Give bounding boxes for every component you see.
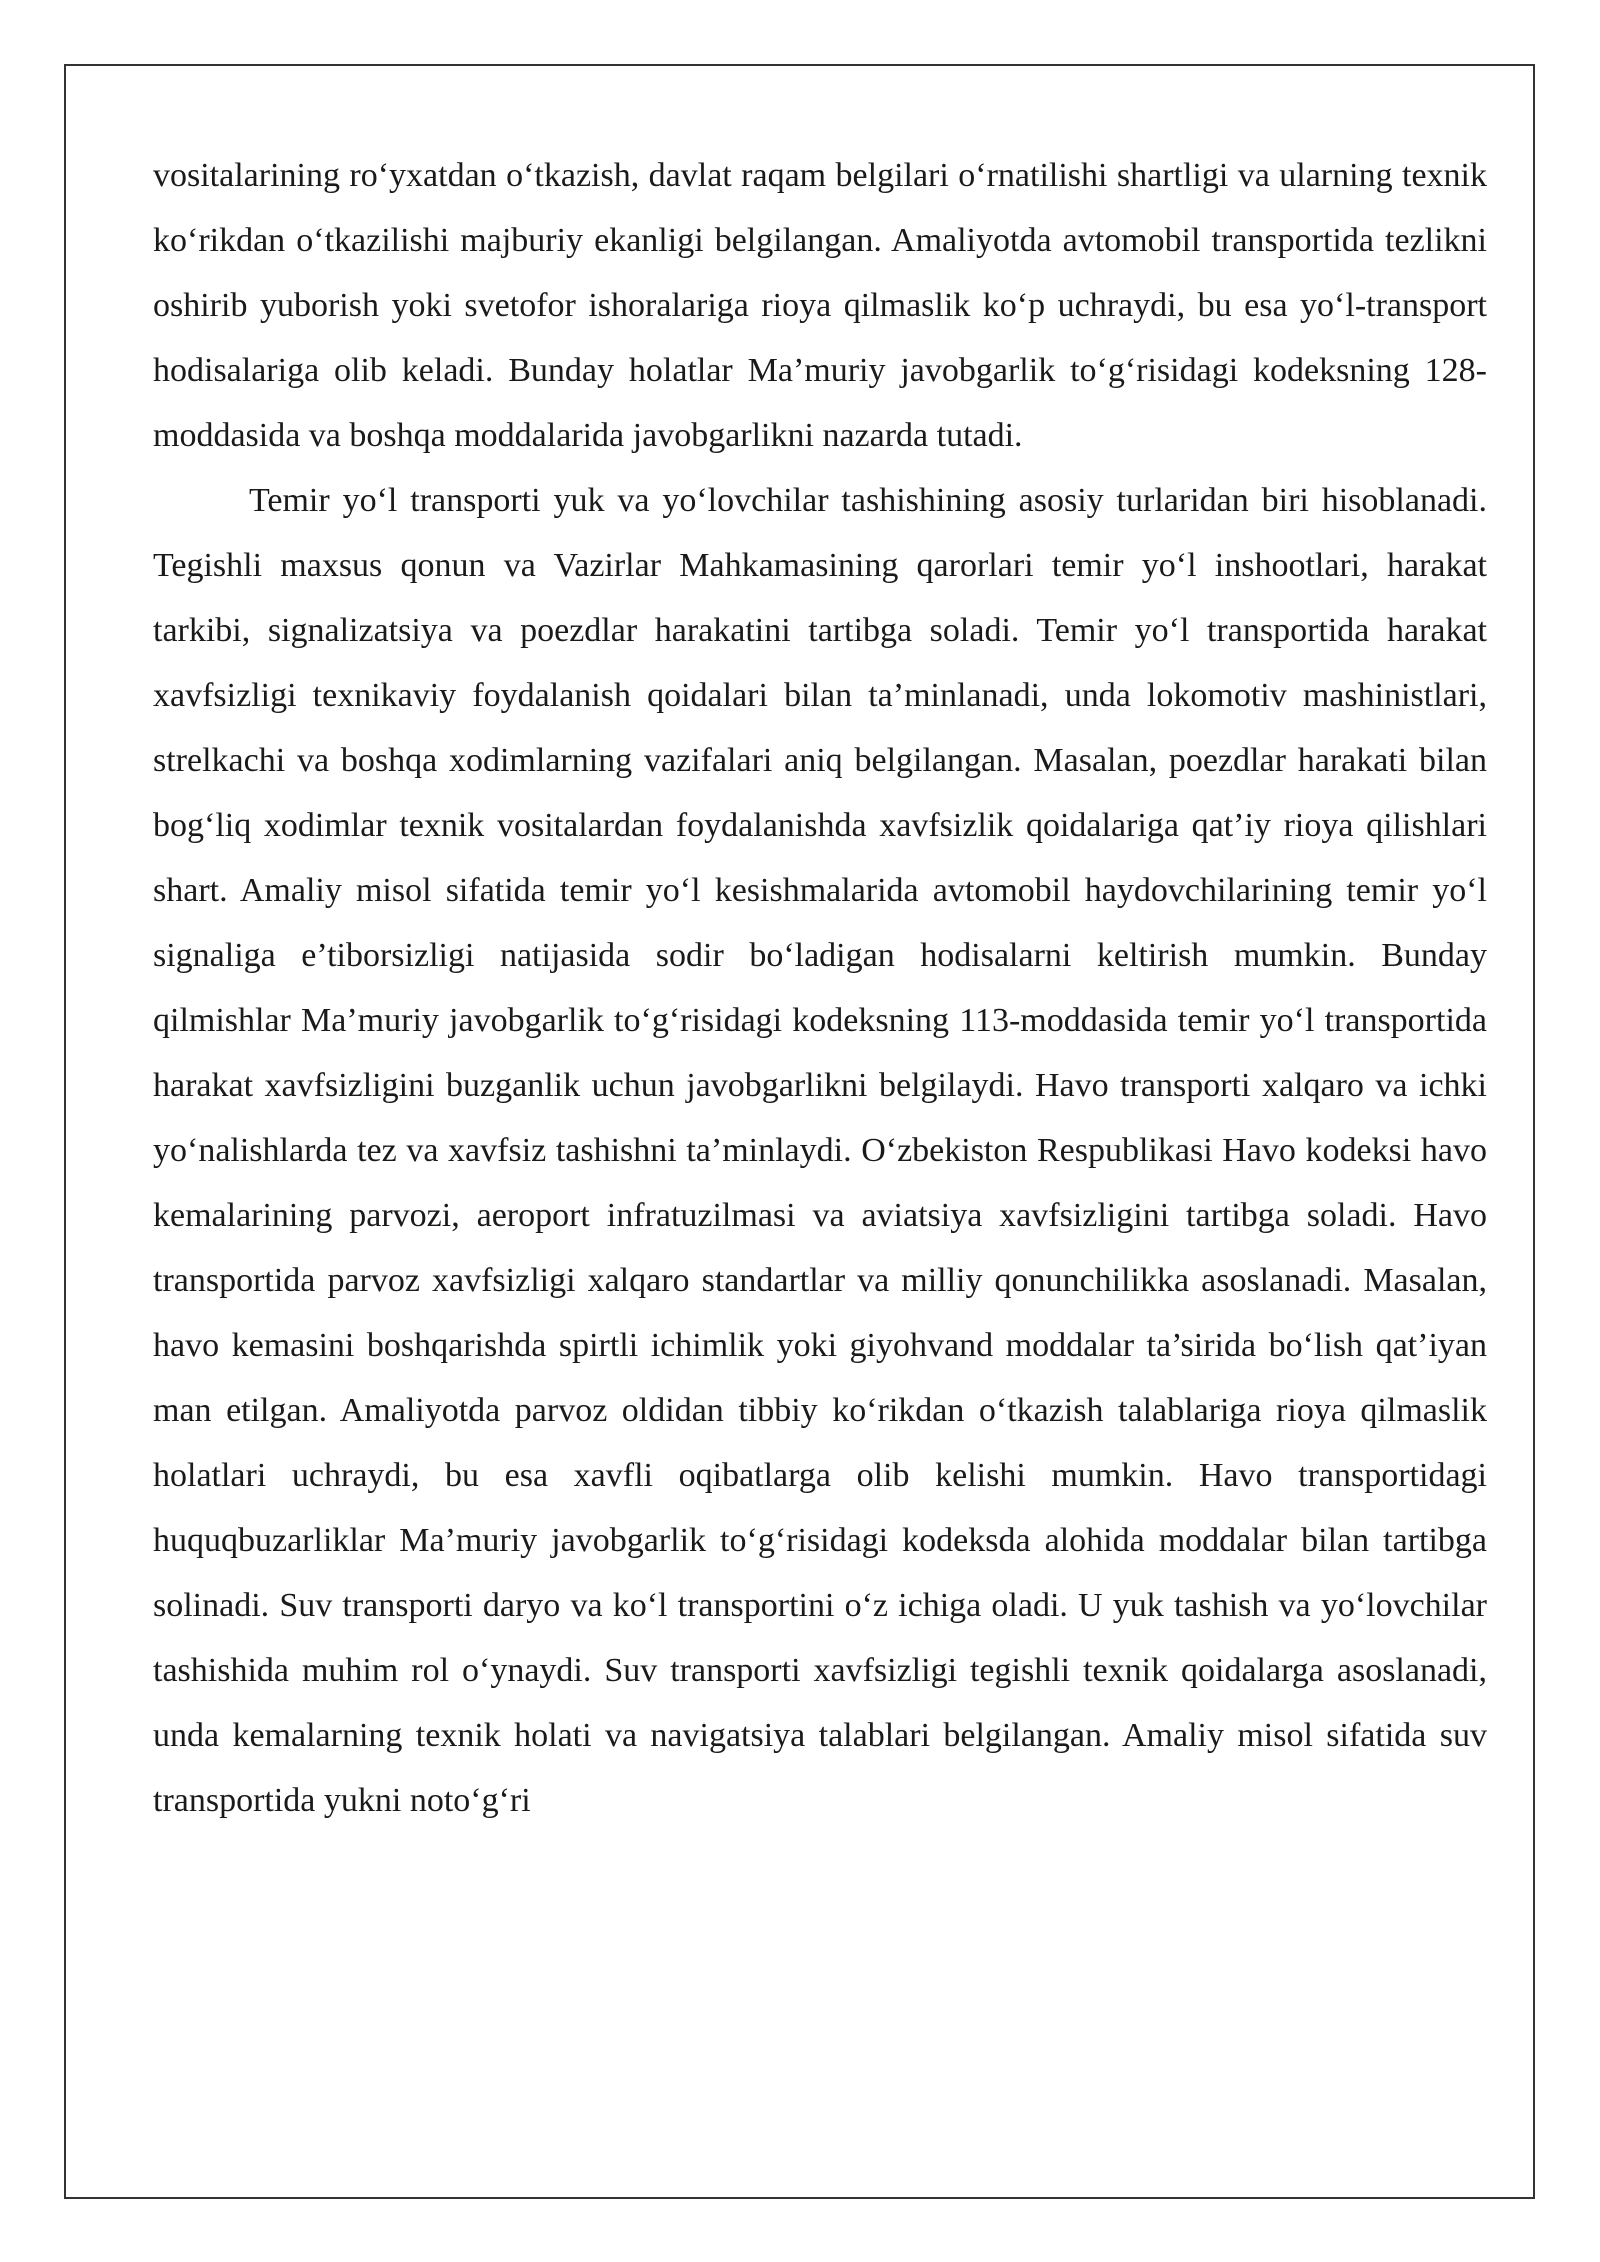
document-body <box>153 143 1487 1833</box>
paragraph-2: Temir yo‘l transporti yuk va yo‘lovchilar tashishining asosiy turlaridan biri hisoblanadi. Tegishli maxsus qonun va Vazirlar Mahkamasining qarorlari temir yo‘l inshootlari, harakat tarkibi, signalizatsiya va poezdlar harakatini tartibga soladi. Temir yo‘l transportida harakat xavfsizligi texnikaviy foydalanish qoidalari bilan ta’minlanadi, unda lokomotiv mashinistlari, strelkachi va boshqa xodimlarning vazifalari aniq belgilangan. Masalan, poezdlar harakati bilan bog‘liq xodimlar texnik vositalardan foydalanishda xavfsizlik qoidalariga qat’iy rioya qilishlari shart. Amaliy misol sifatida temir yo‘l kesishmalarida avtomobil haydovchilarining temir yo‘l signaliga e’tiborsizligi natijasida sodir bo‘ladigan hodisalarni keltirish mumkin. Bunday qilmishlar Ma’muriy javobgarlik to‘g‘risidagi kodeksning 113-moddasida temir yo‘l transportida harakat xavfsizligini buzganlik uchun javobgarlikni belgilaydi. Havo transporti xalqaro va ichki yo‘nalishlarda tez va xavfsiz tashishni ta’minlaydi. O‘zbekiston Respublikasi Havo kodeksi havo kemalarining parvozi, aeroport infratuzilmasi va aviatsiya xavfsizligini tartibga soladi. Havo transportida parvoz xavfsizligi xalqaro standartlar va milliy qonunchilikka asoslanadi. Masalan, havo kemasini boshqarishda spirtli ichimlik yoki giyohvand moddalar ta’sirida bo‘lish qat’iyan man etilgan. Amaliyotda parvoz oldidan tibbiy ko‘rikdan o‘tkazish talablariga rioya qilmaslik holatlari uchraydi, bu esa xavfli oqibatlarga olib kelishi mumkin. Havo transportidagi huquqbuzarliklar Ma’muriy javobgarlik to‘g‘risidagi kodeksda alohida moddalar bilan tartibga solinadi. Suv transporti daryo va ko‘l transportini o‘z ichiga oladi. U yuk tashish va yo‘lovchilar tashishida muhim rol o‘ynaydi. Suv transporti xavfsizligi tegishli texnik qoidalarga asoslanadi, unda kemalarning texnik holati va navigatsiya talablari belgilangan. Amaliy misol sifatida suv transportida yukni noto‘g‘ri <box>153 482 1487 1819</box>
paragraph-1: vositalarining ro‘yxatdan o‘tkazish, davlat raqam belgilari o‘rnatilishi shartligi va ularning texnik ko‘rikdan o‘tkazilishi majburiy ekanligi belgilangan. Amaliyotda avtomobil transportida tezlikni oshirib yuborish yoki svetofor ishoralariga rioya qilmaslik ko‘p uchraydi, bu esa yo‘l-transport hodisalariga olib keladi. Bunday holatlar Ma’muriy javobgarlik to‘g‘risidagi kodeksning 128-moddasida va boshqa moddalarida javobgarlikni nazarda tutadi. <box>153 157 1487 454</box>
